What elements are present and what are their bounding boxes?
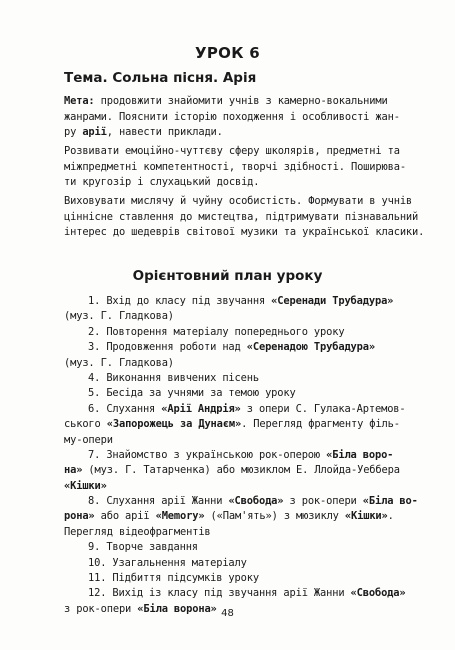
aria-term: арії (82, 126, 107, 139)
plan-item-7-cont2: «Кішки» (64, 479, 107, 492)
plan-item-6-cont2: му-опери (64, 433, 113, 446)
plan-item-2: 2. Повторення матеріалу попереднього уроку (88, 325, 345, 338)
plan-item-7-cont: на» (муз. Г. Татарченка) або мюзиклом Е. Ллойда-Уеббера (64, 464, 400, 477)
plan-item-4: 4. Виконання вивчених пісень (88, 371, 259, 384)
goal-line-3: ру арії, навести приклади. (64, 126, 223, 139)
plan-item-8: 8. Слухання арії Жанни «Свобода» з рок-опери «Біла во- (88, 495, 418, 508)
plan-item-10: 10. Узагальнення матеріалу (88, 556, 247, 569)
plan-item-3-cont: (муз. Г. Гладкова) (64, 356, 174, 369)
develop-line-1: Розвивати емоційно-чуттєву сферу школярів, предметні та (64, 145, 400, 157)
plan-item-12-cont: з рок-опери «Біла ворона» (64, 602, 217, 615)
plan-item-12: 12. Вихід із класу під звучання арії Жанни «Свобода» (88, 587, 406, 600)
plan-heading: Орієнтовний план уроку (132, 268, 323, 284)
develop-line-2: міжпредметні компетентності, творчі здібності. Поширюва- (64, 160, 406, 173)
lesson-plan-list (64, 294, 418, 617)
plan-item-1-cont: (муз. Г. Гладкова) (64, 310, 174, 323)
plan-item-7: 7. Знайомство з українською рок-оперою «Біла воро- (88, 448, 394, 461)
plan-item-5: 5. Бесіда за учнями за темою уроку (88, 387, 296, 400)
plan-item-1: 1. Вхід до класу під звучання «Серенади Трубадура» (88, 295, 394, 307)
educate-line-3: інтерес до шедеврів світової музики та української класики. (64, 226, 425, 239)
lesson-title: УРОК 6 (194, 44, 261, 62)
plan-item-6: 6. Слухання «Арії Андрія» з опери С. Гулака-Артемов- (88, 402, 406, 415)
plan-item-6-cont: ського «Запорожець за Дунаєм». Перегляд фрагменту філь- (64, 418, 400, 431)
goal-line-1: Мета: продовжити знайомити учнів з камерно-вокальними (64, 95, 388, 107)
lesson-topic: Тема. Сольна пісня. Арія (64, 70, 257, 86)
educate-line-1: Виховувати мислячу й чуйну особистість. Формувати в учнів (64, 195, 413, 207)
plan-item-3: 3. Продовження роботи над «Серенадою Трубадура» (88, 341, 375, 354)
plan-item-11: 11. Підбиття підсумків уроку (88, 572, 259, 585)
plan-item-8-cont2: Перегляд відеофрагментів (64, 525, 211, 538)
goal-line-2: жанрами. Пояснити історію походження і особливості жан- (64, 110, 400, 123)
page-number: 48 (221, 608, 234, 619)
education-paragraph (64, 194, 425, 241)
development-paragraph (64, 144, 406, 191)
goal-paragraph (64, 94, 406, 141)
plan-item-9: 9. Творче завдання (88, 541, 198, 554)
plan-item-8-cont: рона» або арії «Memory» («Пам'ять») з мюзиклу «Кішки». (64, 510, 394, 523)
goal-label: Мета: (64, 95, 95, 107)
develop-line-3: ти кругозір і слухацький досвід. (64, 176, 260, 189)
educate-line-2: ціннісне ставлення до мистецтва, підтримувати пізнавальний (64, 210, 419, 223)
